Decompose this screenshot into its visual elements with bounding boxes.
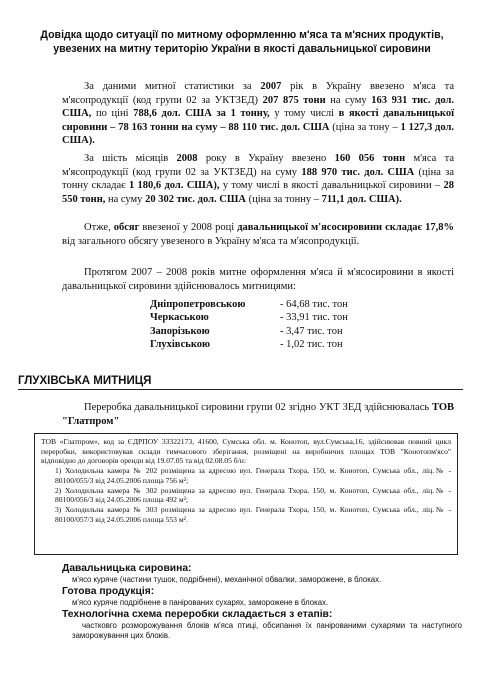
- raw-material-text: м'ясо курячe (частини тушок, подрібнені), механічної обвалки, заморожене, в блоках.: [72, 575, 382, 584]
- p1-price: 788,6 дол. США за 1 тонну,: [133, 108, 270, 120]
- p1-text-b: рік в Україну ввезено м'яса та м'ясопродукції (код групи 02 за УКТЗЕД): [62, 81, 454, 106]
- company-details-box: [34, 433, 458, 555]
- p3-share: давальницької м'ясосировини складає 17,8%: [237, 222, 454, 233]
- box-intro: ТОВ «Глатпром», код за ЄДРПОУ 33322173, 41600, Сумська обл. м. Конотоп, вул.Сумська,16, здійснював повний цикл переробки, використовував склади тимчасового зберігання, розміщені на виробничих площах ТОВ "Конотопм'ясо" відповідно до договорів оренди від 19.07.05 та від 02.08.05 б/н:: [41, 437, 451, 466]
- list-item: [150, 325, 380, 338]
- p1-toll-price: 1 127,3 дол. США).: [62, 121, 454, 147]
- list-item: [150, 311, 380, 324]
- p1-text-f: (ціна за тону –: [329, 121, 401, 133]
- process-scheme-heading: Технологічна схема переробки складається з етапів:: [62, 609, 333, 620]
- company-name: ТОВ "Глатпром": [62, 402, 454, 427]
- p1-tons: 207 875 тони: [262, 94, 326, 106]
- customs-volume-list: [150, 298, 380, 352]
- region-value: - 33,91 тис. тон: [280, 312, 348, 324]
- paragraph-customs-intro: Протягом 2007 – 2008 років митне оформлення м'яса й м'ясосировини в якості давальницької сировини здійснювалось митницями:: [62, 267, 454, 292]
- p1-text-a: За даними митної статистики за: [84, 81, 261, 92]
- p2-text-f: на суму: [105, 193, 146, 205]
- region-name: Глухівською: [150, 339, 211, 351]
- list-item: [150, 298, 380, 311]
- p2-text-e: у тому числі в якості давальницької сировини –: [219, 180, 444, 192]
- p1-text-c: на суму: [325, 94, 372, 106]
- p2-toll-price: 711,1 дол. США).: [321, 193, 402, 205]
- processing-details: [62, 563, 462, 641]
- raw-material-heading: Давальницька сировина:: [62, 563, 192, 574]
- process-scheme-text: частковго розморожування блоків м'яса птиці, обсипання їх панірованими сухарями та наступного заморожування цих блоків.: [72, 621, 462, 640]
- p3-text-b: обсяг: [113, 222, 140, 233]
- finished-product-heading: Готова продукція:: [62, 586, 155, 597]
- region-name: Черкаською: [150, 312, 209, 324]
- p2-text-a: За шість місяців: [84, 153, 177, 164]
- box-item: 1) Холодильна камера № 202 розміщена за адресою вул. Генерала Тхора, 150, м. Конотоп, Сумська обл., ліц.№ - 80100/055/3 від 24.05.2006 площа 756 м²;: [55, 466, 451, 485]
- p2-price: 1 180,6 дол. США),: [128, 180, 220, 192]
- p1-sum: 163 931 тис. дол. США,: [62, 94, 455, 120]
- p1-toll: в якості давальницької сировини – 78 163 тонни на суму – 88 110 тис. дол. США: [62, 108, 454, 133]
- p1-text-e: у тому числі: [269, 108, 339, 120]
- paragraph-2007-imports: [62, 80, 454, 148]
- finished-product-text: м'ясо курячe подрібнене в панірованих сухарях, заморожене в блоках.: [72, 598, 329, 607]
- paragraph-2008-imports: [62, 152, 454, 206]
- p2-toll: 28 550 тонн,: [62, 180, 454, 205]
- list-item: [150, 338, 380, 351]
- region-value: - 3,47 тис. тон: [280, 325, 343, 337]
- p2-tons: 160 056 тонн: [334, 153, 406, 164]
- p1-text-d: по ціні: [91, 108, 134, 120]
- p2-text-d: (ціна за тонну складає: [62, 166, 454, 192]
- region-value: - 64,68 тис. тон: [280, 299, 348, 310]
- p3-text-a: Отже,: [84, 222, 114, 233]
- box-item: 3) Холодильна камера № 303 розміщена за адресою вул. Генерала Тхора, 150, м. Конотоп, Сумська обл., ліц.№ - 80100/057/3 від 24.05.2006 площа 553 м².: [55, 504, 451, 524]
- box-item: 2) Холодильна камера № 302 розміщена за адресою вул. Генерала Тхора, 150, м. Конотоп, Сумська обл., ліц.№ - 80100/056/3 від 24.05.2006 площа 492 м²;: [55, 485, 451, 505]
- p2-text-b: року в Україну ввезено: [197, 153, 335, 164]
- p2-text-g: (ціна за тонну –: [245, 193, 322, 205]
- p3-text-e: від загального обсягу увезеного в Україну м'яса та м'ясопродукції.: [62, 235, 360, 247]
- p2-sum: 188 970 тис. дол. США: [301, 166, 415, 178]
- region-value: - 1,02 тис. тон: [280, 339, 343, 351]
- paragraph-share: [62, 221, 454, 248]
- p3-text-c: ввезеної у 2008 році: [139, 222, 238, 233]
- document-title: Довідка щодо ситуації по митному оформленню м'яса та м'ясних продуктів, увезених на митну територію України в якості давальницької сировини: [40, 29, 444, 55]
- section-header: ГЛУХІВСЬКА МИТНИЦЯ: [18, 374, 463, 390]
- p1-year: 2007: [260, 81, 282, 92]
- region-name: Запорізькою: [150, 325, 210, 337]
- paragraph-processing: [62, 401, 454, 428]
- p2-year: 2008: [176, 153, 198, 164]
- region-name: Дніпропетровською: [150, 299, 246, 310]
- p2-toll-sum: 20 302 тис. дол. США: [145, 193, 246, 205]
- proc-text: Переробка давальницької сировини групи 02 згідно УКТ ЗЕД здійснювалась: [84, 402, 432, 413]
- p2-text-c: м'яса та м'ясопродукції (код групи 02 за УКТЗЕД) на суму: [62, 153, 455, 178]
